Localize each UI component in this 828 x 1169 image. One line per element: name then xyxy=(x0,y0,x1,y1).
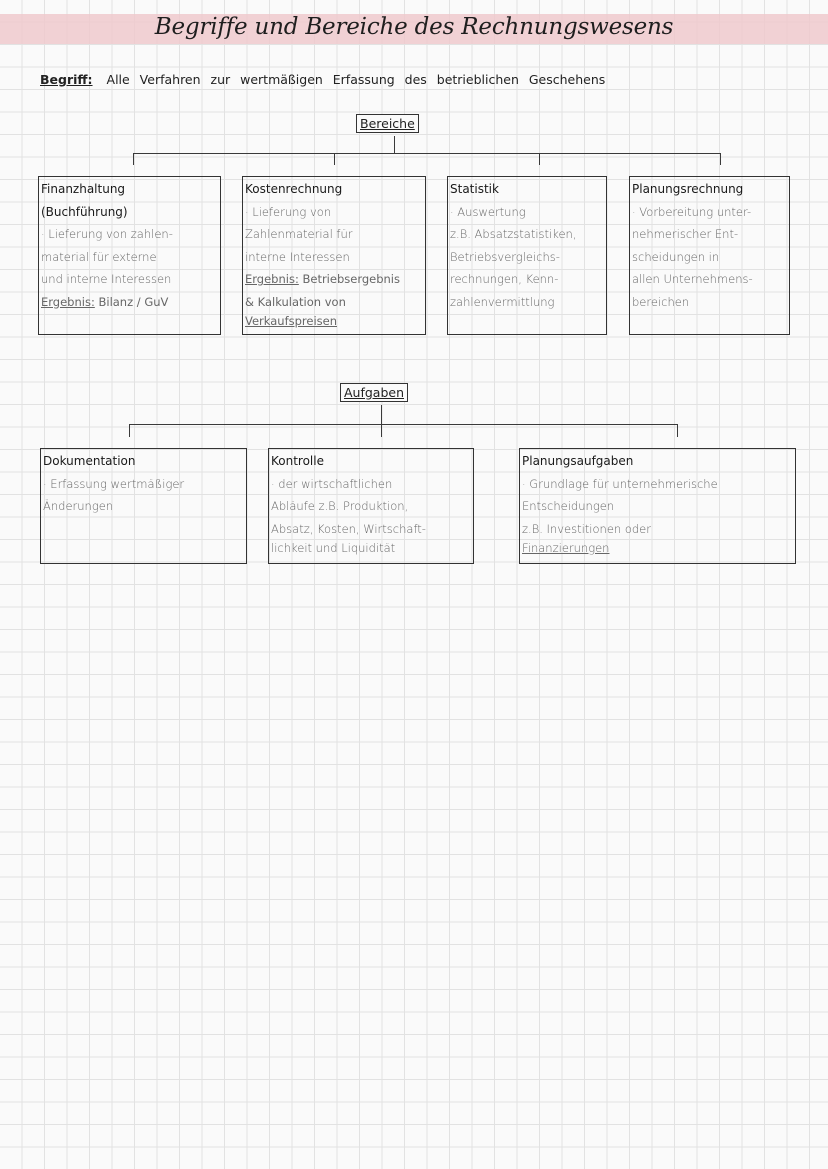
area-desc-line: bereichen xyxy=(632,294,690,309)
task-title: Dokumentation xyxy=(43,454,136,468)
area-result-text: Betriebsergebnis xyxy=(302,272,400,286)
tasks-connector-drop-1 xyxy=(129,424,130,437)
area-box-kostenrechnung xyxy=(242,176,426,335)
areas-connector-bar xyxy=(133,153,721,154)
areas-connector-drop-3 xyxy=(539,153,540,165)
area-result-label: Ergebnis: xyxy=(245,272,299,286)
tasks-connector-drop-3 xyxy=(677,424,678,437)
area-box-finanzhaltung xyxy=(38,176,221,335)
area-desc-line: Betriebsvergleichs- xyxy=(450,249,560,264)
task-desc-line: Absatz, Kosten, Wirtschaft- xyxy=(271,521,426,536)
areas-label: Bereiche xyxy=(356,114,419,133)
area-result xyxy=(245,268,423,291)
area-desc-line: allen Unternehmens- xyxy=(632,272,753,286)
area-desc-line: und interne Interessen xyxy=(41,272,172,286)
area-result-text: Bilanz / GuV xyxy=(98,294,169,309)
page-title: Begriffe und Bereiche des Rechnungswesens xyxy=(154,14,674,40)
definition-term: Begriff: xyxy=(40,72,93,87)
area-title-line: Statistik xyxy=(450,182,499,196)
area-desc-line: · Vorbereitung unter- xyxy=(632,204,752,219)
area-result xyxy=(41,291,218,314)
task-desc-line: lichkeit und Liquidität xyxy=(271,541,396,555)
area-desc-line: rechnungen, Kenn- xyxy=(450,272,559,286)
area-desc-line: · Lieferung von zahlen- xyxy=(41,227,173,241)
areas-connector-stem xyxy=(394,136,395,154)
area-desc-line: interne Interessen xyxy=(245,249,350,264)
task-desc-line: Abläufe z.B. Produktion, xyxy=(271,499,409,513)
areas-connector-drop-2 xyxy=(334,153,335,165)
area-title-line: (Buchführung) xyxy=(41,204,128,219)
definition xyxy=(40,72,605,87)
area-desc-line: material für externe xyxy=(41,249,157,264)
task-desc-line: · Grundlage für unternehmerische xyxy=(522,476,718,491)
task-box-dokumentation xyxy=(40,448,247,564)
area-title-line: Finanzhaltung xyxy=(41,182,126,196)
area-desc-line: · Lieferung von xyxy=(245,204,332,219)
tasks-label: Aufgaben xyxy=(340,383,408,402)
task-title: Planungsaufgaben xyxy=(522,454,634,468)
area-box-statistik xyxy=(447,176,607,335)
area-desc-line: · Auswertung xyxy=(450,204,526,219)
area-box-planungsrechnung xyxy=(629,176,790,335)
tasks-connector-stem xyxy=(381,405,382,425)
areas-connector-drop-4 xyxy=(720,153,721,165)
area-desc-line: zahlenvermittlung xyxy=(450,294,555,309)
area-result-label: Ergebnis: xyxy=(41,294,95,309)
areas-connector-drop-1 xyxy=(133,153,134,165)
task-desc-line: Änderungen xyxy=(43,499,114,513)
area-desc-line: Zahlenmaterial für xyxy=(245,227,353,241)
area-desc-line: z.B. Absatzstatistiken, xyxy=(450,227,577,241)
area-desc-line: nehmerischer Ent- xyxy=(632,227,739,241)
task-desc-line: z.B. Investitionen oder xyxy=(522,521,651,536)
tasks-connector-bar xyxy=(129,424,678,425)
area-title-line: Planungsrechnung xyxy=(632,182,744,196)
task-desc-line: · Erfassung wertmäßiger xyxy=(43,476,185,491)
task-box-kontrolle xyxy=(268,448,474,564)
task-desc-line: Finanzierungen xyxy=(522,541,610,555)
area-desc-line: scheidungen in xyxy=(632,249,720,264)
task-desc-line: Entscheidungen xyxy=(522,499,615,513)
task-desc-line: · der wirtschaftlichen xyxy=(271,476,393,491)
definition-text: Alle Verfahren zur wertmäßigen Erfassung des betrieblichen Geschehens xyxy=(106,72,606,87)
area-extra-line: Verkaufspreisen xyxy=(245,314,338,328)
task-box-planungsaufgaben xyxy=(519,448,796,564)
area-extra-line: & Kalkulation von xyxy=(245,294,346,309)
task-title: Kontrolle xyxy=(271,454,324,468)
area-title-line: Kostenrechnung xyxy=(245,182,343,196)
tasks-connector-drop-2 xyxy=(381,424,382,437)
